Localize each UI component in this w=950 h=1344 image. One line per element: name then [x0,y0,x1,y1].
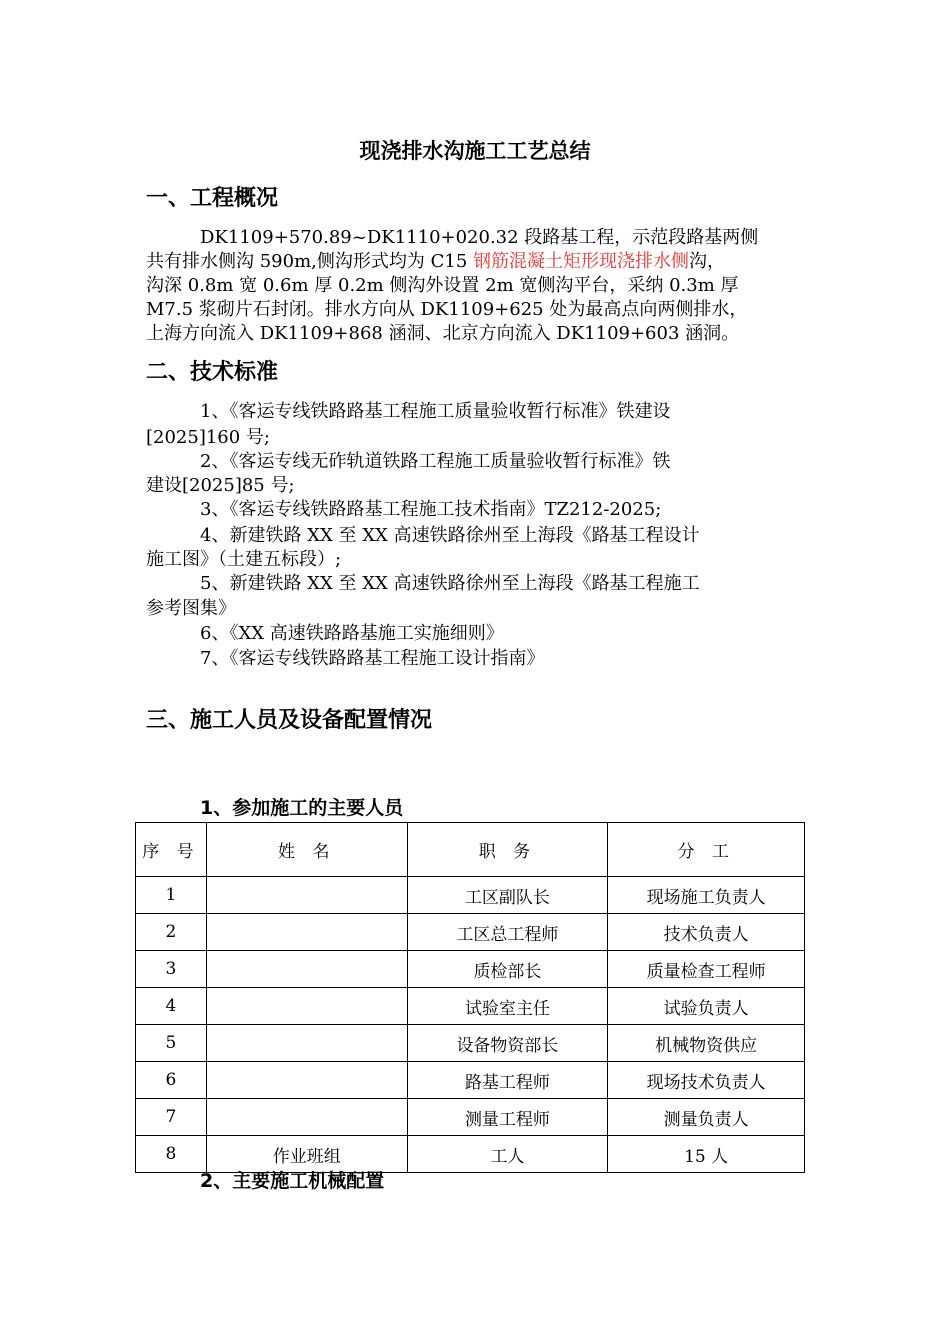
table-row [136,914,805,951]
document-title: 现浇排水沟施工工艺总结 [359,139,591,163]
header-cell: 分 工 [608,823,805,877]
overview-text: 共有排水侧沟 590m,侧沟形式均为 C15 [146,251,473,272]
table-cell: 技术负责人 [608,914,805,951]
table-row [136,1099,805,1136]
standard-item: 1、《客运专线铁路路基工程施工质量验收暂行标准》铁建设 [200,401,671,422]
table-cell [206,914,407,951]
table-cell: 5 [136,1025,207,1062]
table-cell: 设备物资部长 [407,1025,608,1062]
table-cell: 2 [136,914,207,951]
table-row [136,951,805,988]
table-row [136,1136,805,1173]
standard-item: 4、新建铁路 XX 至 XX 高速铁路徐州至上海段《路基工程设计 [200,525,700,546]
table-cell: 1 [136,877,207,914]
table-cell [206,1062,407,1099]
table-cell: 15 人 [608,1136,805,1173]
table-cell: 4 [136,988,207,1025]
overview-line [146,250,725,274]
overview-text: 沟， [689,251,725,272]
table-cell: 工区副队长 [407,877,608,914]
header-cell: 职 务 [407,823,608,877]
table-cell: 工区总工程师 [407,914,608,951]
table-row [136,1062,805,1099]
header-cell: 序 号 [136,823,207,877]
standard-item: 2、《客运专线无砟轨道铁路工程施工质量验收暂行标准》铁 [200,451,671,472]
standard-item: 3、《客运专线铁路路基工程施工技术指南》TZ212-2025; [200,499,662,520]
table-cell [206,877,407,914]
table-cell: 3 [136,951,207,988]
subheading-main-staff: 1、参加施工的主要人员 [200,797,404,819]
table-cell [206,1025,407,1062]
overview-line: DK1109+570.89~DK1110+020.32 段路基工程，示范段路基两侧 [200,227,759,248]
table-cell: 6 [136,1062,207,1099]
table-cell [206,1099,407,1136]
table-cell: 现场施工负责人 [608,877,805,914]
table-cell [206,988,407,1025]
table-cell: 8 [136,1136,207,1173]
table-cell: 工人 [407,1136,608,1173]
table-cell [206,951,407,988]
table-cell: 试验负责人 [608,988,805,1025]
standard-item: 建设[2025]85 号; [146,475,295,496]
table-row [136,1025,805,1062]
highlighted-text: 钢筋混凝土矩形现浇排水侧 [473,251,689,272]
table-header-row [136,823,805,877]
section-heading-standards: 二、技术标准 [146,360,279,385]
table-cell: 作业班组 [206,1136,407,1173]
overview-line: 沟深 0.8m 宽 0.6m 厚 0.2m 侧沟外设置 2m 宽侧沟平台，采纳 0.3m 厚 [146,275,739,296]
overview-line: M7.5 浆砌片石封闭。排水方向从 DK1109+625 处为最高点向两侧排水， [146,299,748,320]
staff-table [135,822,805,1173]
table-row [136,877,805,914]
table-cell: 现场技术负责人 [608,1062,805,1099]
table-cell: 试验室主任 [407,988,608,1025]
overview-line: 上海方向流入 DK1109+868 涵洞、北京方向流入 DK1109+603 涵洞。 [146,323,740,344]
table-row [136,988,805,1025]
table-cell: 质检部长 [407,951,608,988]
standard-item: 施工图》（土建五标段）; [146,549,342,570]
header-cell: 姓 名 [206,823,407,877]
section-heading-overview: 一、工程概况 [146,186,279,211]
standard-item: 6、《XX 高速铁路路基施工实施细则》 [200,623,504,644]
table-cell: 路基工程师 [407,1062,608,1099]
standard-item: 5、新建铁路 XX 至 XX 高速铁路徐州至上海段《路基工程施工 [200,573,700,594]
subheading-machinery: 2、主要施工机械配置 [200,1170,385,1192]
standard-item: [2025]160 号; [146,427,270,448]
table-cell: 测量负责人 [608,1099,805,1136]
table-cell: 质量检查工程师 [608,951,805,988]
table-cell: 7 [136,1099,207,1136]
section-heading-staffing: 三、施工人员及设备配置情况 [146,708,433,733]
standard-item: 参考图集》 [146,598,236,619]
table-cell: 测量工程师 [407,1099,608,1136]
table-cell: 机械物资供应 [608,1025,805,1062]
standard-item: 7、《客运专线铁路路基工程施工设计指南》 [200,648,545,669]
